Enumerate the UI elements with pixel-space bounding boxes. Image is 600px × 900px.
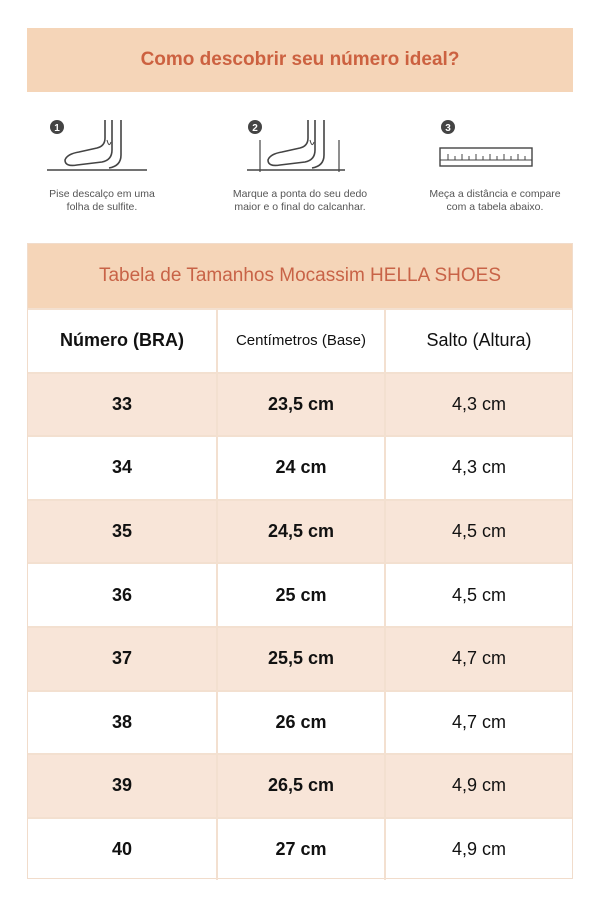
cell-salto: 4,5 cm [451, 584, 507, 605]
cell-salto: 4,7 cm [451, 648, 507, 669]
ruler-icon [410, 110, 580, 180]
cell-numero: 39 [28, 755, 218, 817]
header-centimetros: Centímetros (Base) [218, 310, 386, 372]
cell-numero: 40 [28, 819, 218, 881]
step-1-text: Pise descalço em uma folha de sulfite. [49, 188, 155, 213]
cell-centimetros: 23,5 cm [218, 374, 386, 436]
cell-centimetros: 27 cm [218, 819, 386, 881]
table-row [28, 690, 572, 754]
cell-centimetros: 25,5 cm [218, 628, 386, 690]
table-title-row [28, 244, 572, 308]
table-row [28, 499, 572, 563]
cell-centimetros: 26 cm [218, 692, 386, 754]
cell-salto: 4,3 cm [451, 393, 507, 414]
cell-numero: 37 [28, 628, 218, 690]
foot-on-paper-icon [17, 110, 187, 180]
step-number: 2 [252, 123, 258, 134]
step-1 [17, 110, 187, 214]
cell-centimetros: 24 cm [218, 437, 386, 499]
cell-salto: 4,7 cm [451, 711, 507, 732]
cell-centimetros: 26,5 cm [218, 755, 386, 817]
cell-numero: 35 [28, 501, 218, 563]
table-title: Tabela de Tamanhos Mocassim HELLA SHOES [98, 265, 501, 286]
cell-numero: 34 [28, 437, 218, 499]
header-banner [27, 28, 573, 92]
cell-salto: 4,9 cm [451, 839, 507, 860]
cell-numero: 36 [28, 564, 218, 626]
step-number: 1 [54, 123, 60, 134]
step-3-text: Meça a distância e compare com a tabela abaixo. [429, 188, 561, 213]
table-row [28, 562, 572, 626]
table-row [28, 753, 572, 817]
steps-section [27, 110, 573, 220]
page-title: Como descobrir seu número ideal? [140, 49, 460, 70]
table-header-row [28, 308, 572, 372]
cell-numero: 33 [28, 374, 218, 436]
header-salto: Salto (Altura) [426, 330, 532, 351]
foot-mark-icon [215, 110, 385, 180]
cell-salto: 4,5 cm [451, 521, 507, 542]
table-row [28, 372, 572, 436]
header-numero: Número (BRA) [28, 310, 218, 372]
cell-salto: 4,3 cm [451, 457, 507, 478]
step-number: 3 [445, 123, 451, 134]
cell-centimetros: 24,5 cm [218, 501, 386, 563]
table-row [28, 435, 572, 499]
step-3 [410, 110, 580, 214]
cell-numero: 38 [28, 692, 218, 754]
cell-centimetros: 25 cm [218, 564, 386, 626]
size-table [27, 243, 573, 879]
table-row [28, 817, 572, 881]
step-2-text: Marque a ponta do seu dedo maior e o final do calcanhar. [232, 188, 368, 213]
step-2 [215, 110, 385, 214]
table-row [28, 626, 572, 690]
cell-salto: 4,9 cm [451, 775, 507, 796]
